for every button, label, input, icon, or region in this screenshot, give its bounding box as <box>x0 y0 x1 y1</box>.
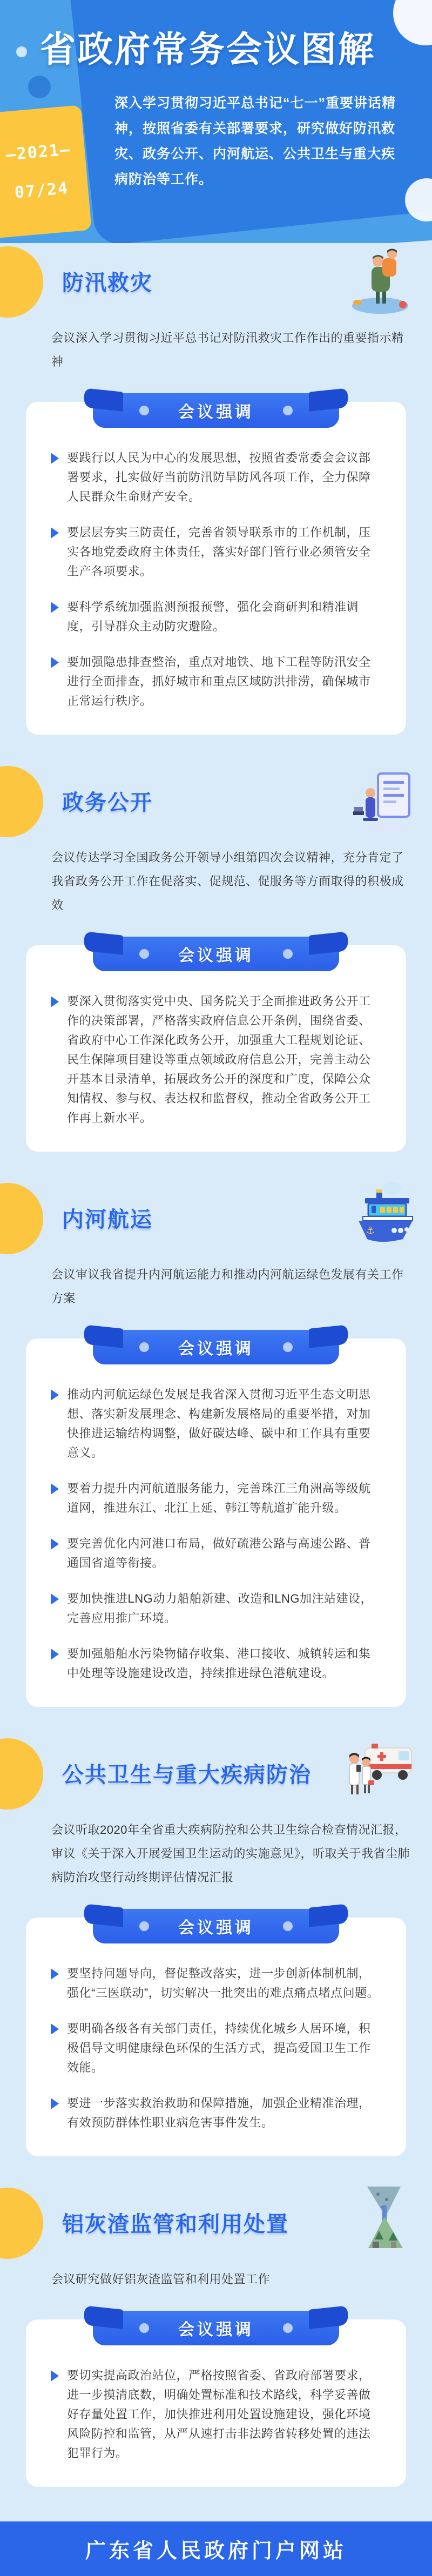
banner-label: 会议强调 <box>178 947 254 965</box>
arrow-bullet-icon <box>51 602 59 613</box>
decor-dot-light <box>16 46 27 57</box>
banner-label: 会议强调 <box>178 403 254 421</box>
list-item <box>51 1589 381 1628</box>
flood-rescue-illustration <box>347 242 417 318</box>
yellow-circle-decor <box>0 246 43 318</box>
list-item <box>51 1644 381 1683</box>
banner-dot-left <box>139 406 149 415</box>
arrow-bullet-icon <box>51 2370 59 2382</box>
list-item <box>51 653 381 711</box>
list-item <box>51 1534 381 1573</box>
list-item <box>51 2094 381 2133</box>
point-text: 要深入贯彻落实党中央、国务院关于全面推进政务公开工作的决策部署，严格落实政府信息公开条例，围绕省委、省政府中心工作深化政务公开，加强重大工程规划论证、民生保障项目建设等重点领域政府信息公开，完善主动公开基本目录清单，拓展政务公开的深度和广度，保障公众知情权、参与权、表达权和监督权，推动全省政务公开工作再上新水平。 <box>67 994 371 1125</box>
yellow-circle-decor <box>0 766 43 837</box>
meeting-card <box>26 1339 406 1707</box>
slag-recycle-illustration <box>347 2183 417 2259</box>
point-text: 要科学系统加强监测预报预警，强化会商研判和精准调度，引导群众主动防灾避险。 <box>67 600 359 633</box>
arrow-bullet-icon <box>51 453 59 464</box>
banner-dot-right <box>283 1921 293 1931</box>
point-text: 要完善优化内河港口布局，做好疏港公路与高速公路、普通国省道等衔接。 <box>67 1537 371 1570</box>
banner-dot-left <box>139 1342 149 1352</box>
section-title: 铝灰渣监管和利用处置 <box>62 2212 289 2236</box>
meeting-emphasis-banner <box>93 393 339 428</box>
arrow-bullet-icon <box>51 2098 59 2109</box>
section-header <box>0 1183 432 1257</box>
meeting-emphasis-banner <box>93 1330 339 1364</box>
point-text: 要加强船舶水污染物储存收集、港口接收、城镇转运和集中处理等设施建设改造，持续推进绿色港航建设。 <box>67 1647 371 1680</box>
meeting-emphasis-banner <box>93 1909 339 1943</box>
arrow-bullet-icon <box>51 2023 59 2035</box>
meeting-card <box>26 945 406 1152</box>
point-text: 要进一步落实救治救助和保障措施，加强企业精准治理，有效预防群体性职业病危害事件发生。 <box>67 2096 371 2129</box>
banner-dot-right <box>283 406 293 415</box>
list-item <box>51 992 381 1128</box>
footer-site-name: 广东省人民政府门户网站 <box>85 2540 347 2562</box>
arrow-bullet-icon <box>51 1593 59 1605</box>
section-title: 内河航运 <box>62 1208 153 1232</box>
yellow-circle-decor <box>0 1738 43 1810</box>
point-text: 推动内河航运绿色发展是我省深入贯彻习近平生态文明思想、落实新发展理念、构建新发展格局的重要举措，对加快推进运输结构调整，做好碳达峰、碳中和工作具有重要意义。 <box>67 1388 371 1459</box>
arrow-bullet-icon <box>51 1649 59 1660</box>
arrow-bullet-icon <box>51 657 59 668</box>
banner-label: 会议强调 <box>178 1340 254 1358</box>
list-item <box>51 1479 381 1518</box>
footer <box>0 2521 432 2576</box>
section-title: 防汛救灾 <box>62 271 153 295</box>
arrow-bullet-icon <box>51 527 59 539</box>
point-text: 要加快推进LNG动力船舶新建、改造和LNG加注站建设，完善应用推广环境。 <box>67 1592 373 1625</box>
list-item <box>51 2019 381 2077</box>
point-text: 要层层夯实三防责任，完善省领导联系市的工作机制，压实各地党委政府主体责任，落实好部门管行业必须管安全生产各项要求。 <box>67 526 371 578</box>
date-year: —2021— <box>5 140 72 165</box>
point-text: 要践行以人民为中心的发展思想，按照省委常委会会议部署要求，扎实做好当前防汛防旱防风各项工作，全力保障人民群众生命财产安全。 <box>67 451 371 503</box>
header-intro-text: 深入学习贯彻习近平总书记“七一”重要讲话精神，按照省委有关部署要求，研究做好防汛救灾、政务公开、内河航运、公共卫生与重大疾病防治等工作。 <box>114 96 396 187</box>
section-intro: 会议听取2020年全省重大疾病防控和公共卫生综合检查情况汇报，审议《关于深入开展爱国卫生运动的实施意见》，听取关于我省尘肺病防治攻坚行动终期评估情况汇报 <box>51 1823 410 1884</box>
list-item <box>51 1964 381 2003</box>
banner-dot-left <box>139 1921 149 1931</box>
banner-dot-left <box>139 949 149 959</box>
banner-dot-right <box>283 1342 293 1352</box>
point-text: 要加强隐患排查整治，重点对地铁、地下工程等防汛安全进行全面排查，抓好城市和重点区域防洪排涝，确保城市正常运行秩序。 <box>67 655 371 708</box>
section-intro: 会议审议我省提升内河航运能力和推动内河航运绿色发展有关工作方案 <box>51 1268 404 1305</box>
section-header <box>0 2188 432 2262</box>
arrow-bullet-icon <box>51 1389 59 1401</box>
banner-dot-right <box>283 2323 293 2333</box>
points-list <box>51 448 381 711</box>
section-public-health <box>0 1738 432 2156</box>
point-text: 要明确各级各有关部门责任，持续优化城乡人居环境，积极倡导文明健康绿色环保的生活方式，提高爱国卫生工作效能。 <box>67 2022 371 2074</box>
yellow-circle-decor <box>0 2188 43 2259</box>
points-list <box>51 992 381 1128</box>
yellow-circle-decor <box>0 1183 43 1254</box>
point-text: 要切实提高政治站位，严格按照省委、省政府部署要求，进一步摸清底数，明确处置标准和技术路线，科学妥善做好存量处置工作，加快推进利用处置设施建设，强化环境风险防控和监管，从严从速打击非法跨省转移处置的违法犯罪行为。 <box>67 2369 371 2460</box>
meeting-emphasis-banner <box>93 937 339 971</box>
points-list <box>51 2366 381 2463</box>
arrow-bullet-icon <box>51 996 59 1007</box>
banner-dot-left <box>139 2323 149 2333</box>
arrow-bullet-icon <box>51 1538 59 1550</box>
section-intro: 会议深入学习贯彻习近平总书记对防汛救灾工作作出的重要指示精神 <box>51 331 404 368</box>
meeting-card <box>26 1918 406 2156</box>
list-item <box>51 2366 381 2463</box>
list-item <box>51 523 381 581</box>
svg-text:⚓: ⚓ <box>366 1225 375 1236</box>
section-header <box>0 246 432 321</box>
arrow-bullet-icon <box>51 1968 59 1980</box>
section-intro: 会议研究做好铝灰渣监管和利用处置工作 <box>51 2272 271 2286</box>
section-header <box>0 1738 432 1813</box>
section-aluminum-slag <box>0 2188 432 2487</box>
meeting-card <box>26 402 406 735</box>
section-title: 公共卫生与重大疾病防治 <box>62 1763 312 1787</box>
section-inland-shipping <box>0 1183 432 1707</box>
points-list <box>51 1964 381 2133</box>
meeting-emphasis-banner <box>93 2311 339 2345</box>
decor-dot-dark <box>28 76 51 98</box>
point-text: 要着力提升内河航道服务能力，完善珠江三角洲高等级航道网，推进东江、北江上延、韩江等航道扩能升级。 <box>67 1482 371 1515</box>
page-title: 省政府常务会议图解 <box>40 29 375 69</box>
points-list <box>51 1385 381 1683</box>
section-intro: 会议传达学习全国政务公开领导小组第四次会议精神，充分肯定了我省政务公开工作在促落实、促规范、促服务等方面取得的积极成效 <box>51 851 404 912</box>
point-text: 要坚持问题导向，督促整改落实，进一步创新体制机制，强化“三医联动”，切实解决一批突出的难点痛点堵点问题。 <box>67 1967 380 2000</box>
date-month-day: 07/24 <box>14 178 70 203</box>
section-header <box>0 766 432 840</box>
arrow-bullet-icon <box>51 1483 59 1495</box>
date-card <box>0 105 92 238</box>
banner-label: 会议强调 <box>178 1919 254 1937</box>
content <box>0 243 432 2487</box>
list-item <box>51 448 381 507</box>
meeting-card <box>26 2319 406 2487</box>
section-title: 政务公开 <box>62 791 153 815</box>
gov-open-illustration <box>347 762 417 837</box>
banner-dot-right <box>283 949 293 959</box>
banner-label: 会议强调 <box>178 2321 254 2339</box>
section-gov-openness <box>0 766 432 1152</box>
list-item <box>51 1385 381 1463</box>
ship-illustration <box>347 1179 417 1254</box>
list-item <box>51 597 381 636</box>
ambulance-medics-illustration <box>347 1734 417 1810</box>
section-flood-control <box>0 246 432 735</box>
